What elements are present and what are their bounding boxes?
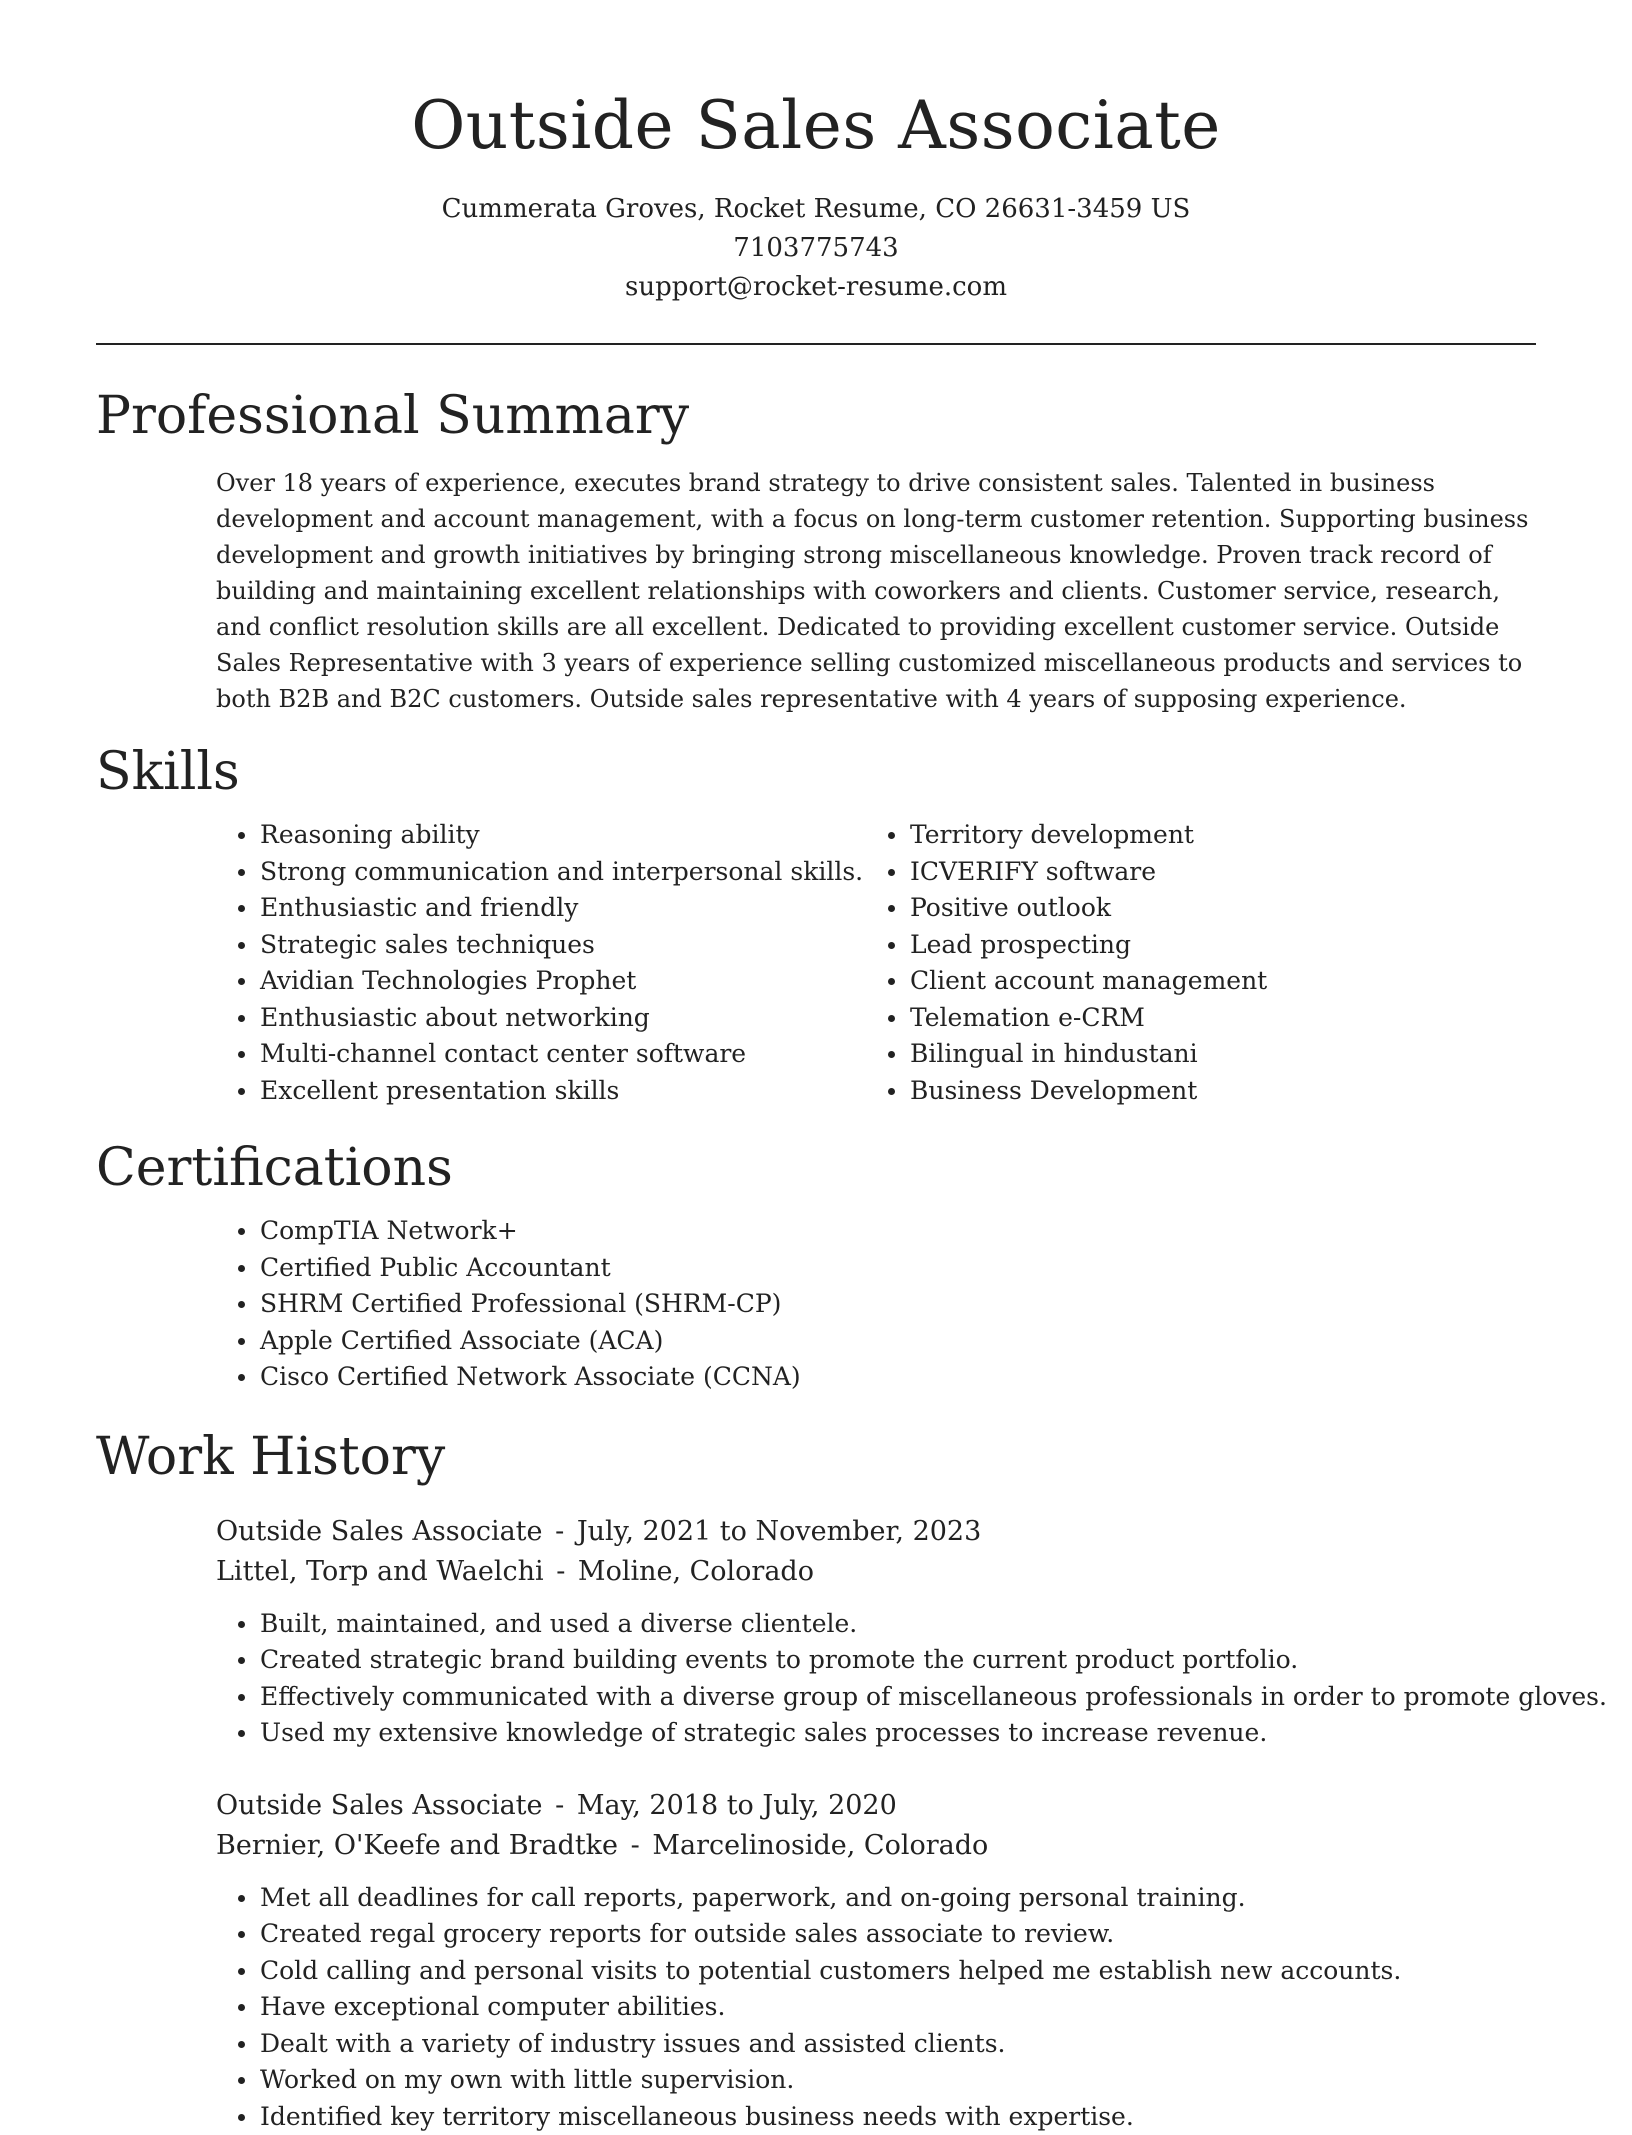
certifications-list [216,1213,1536,1396]
job-title-line [216,1786,1536,1826]
skill-item: ICVERIFY software [866,854,1516,891]
skill-item: Reasoning ability [216,817,866,854]
certification-item: Apple Certified Associate (ACA) [216,1323,1536,1360]
job-bullet: Worked on my own with little supervision. [216,2062,1536,2099]
summary-section [96,381,1536,717]
separator: - [631,1830,640,1861]
resume-header [96,0,1536,307]
skills-list-right [866,817,1516,1109]
contact-block [96,190,1536,307]
skill-item: Client account management [866,963,1516,1000]
skill-item: Strategic sales techniques [216,927,866,964]
skill-item: Territory development [866,817,1516,854]
skill-item: Positive outlook [866,890,1516,927]
job-bullet: Used my extensive knowledge of strategic sales processes to increase revenue. [216,1715,1536,1752]
skill-item: Excellent presentation skills [216,1073,866,1110]
skill-item: Business Development [866,1073,1516,1110]
job-bullet: Identified key territory miscellaneous business needs with expertise. [216,2099,1536,2135]
job-bullet: Have exceptional computer abilities. [216,1989,1536,2026]
job-bullet: Cold calling and personal visits to potential customers helped me establish new accounts. [216,1953,1536,1990]
job-title: Outside Sales Associate [216,1790,543,1821]
job-company: Bernier, O'Keefe and Bradtke [216,1830,618,1861]
job-bullet: Created regal grocery reports for outside sales associate to review. [216,1916,1536,1953]
certification-item: CompTIA Network+ [216,1213,1536,1250]
candidate-name: Outside Sales Associate [96,80,1536,172]
summary-text: Over 18 years of experience, executes brand strategy to drive consistent sales. Talented in business development and account management, with a focus on long-term customer retention. Supporting business development and growth initiatives by bringing strong miscellaneous knowledge. Proven track record of building and maintaining excellent relationships with coworkers and clients. Customer service, research, and conflict resolution skills are all excellent. Dedicated to providing excellent customer service. Outside Sales Representative with 3 years of experience selling customized miscellaneous products and services to both B2B and B2C customers. Outside sales representative with 4 years of supposing experience. [216,465,1536,717]
job-bullet: Built, maintained, and used a diverse clientele. [216,1606,1536,1643]
email-line: support@rocket-resume.com [96,268,1536,307]
job-entry [216,1512,1536,1752]
certifications-section [96,1133,1536,1396]
phone-line: 7103775743 [96,229,1536,268]
skills-heading: Skills [96,737,1536,807]
skill-item: Enthusiastic about networking [216,1000,866,1037]
job-company-line [216,1826,1536,1866]
job-bullet: Effectively communicated with a diverse group of miscellaneous professionals in order to promote gloves. [216,1679,1536,1716]
job-dates: July, 2021 to November, 2023 [577,1516,981,1547]
job-bullets [216,1880,1536,2135]
job-bullet: Created strategic brand building events to promote the current product portfolio. [216,1642,1536,1679]
skill-item: Strong communication and interpersonal skills. [216,854,866,891]
skill-item: Telemation e-CRM [866,1000,1516,1037]
skills-columns [216,817,1536,1109]
job-title-line [216,1512,1536,1552]
job-bullets [216,1606,1536,1752]
skill-item: Lead prospecting [866,927,1516,964]
separator: - [555,1790,564,1821]
certification-item: Certified Public Accountant [216,1250,1536,1287]
job-company: Littel, Torp and Waelchi [216,1556,544,1587]
certification-item: SHRM Certified Professional (SHRM-CP) [216,1286,1536,1323]
address-line: Cummerata Groves, Rocket Resume, CO 26631-3459 US [96,190,1536,229]
job-dates: May, 2018 to July, 2020 [577,1790,897,1821]
job-bullet: Dealt with a variety of industry issues and assisted clients. [216,2026,1536,2063]
job-bullet: Met all deadlines for call reports, paperwork, and on-going personal training. [216,1880,1536,1917]
work-history-section [96,1422,1536,2135]
job-location: Moline, Colorado [578,1556,814,1587]
job-location: Marcelinoside, Colorado [652,1830,988,1861]
work-history-heading: Work History [96,1422,1536,1492]
skill-item: Multi-channel contact center software [216,1036,866,1073]
separator: - [555,1516,564,1547]
skills-list-left [216,817,866,1109]
job-title: Outside Sales Associate [216,1516,543,1547]
job-company-line [216,1552,1536,1592]
summary-heading: Professional Summary [96,381,1536,451]
skill-item: Avidian Technologies Prophet [216,963,866,1000]
skills-section [96,737,1536,1109]
job-entry [216,1786,1536,2135]
header-divider [96,343,1536,345]
skill-item: Enthusiastic and friendly [216,890,866,927]
resume-page [96,0,1536,2135]
separator: - [556,1556,565,1587]
certification-item: Cisco Certified Network Associate (CCNA) [216,1359,1536,1396]
skill-item: Bilingual in hindustani [866,1036,1516,1073]
certifications-heading: Certifications [96,1133,1536,1203]
